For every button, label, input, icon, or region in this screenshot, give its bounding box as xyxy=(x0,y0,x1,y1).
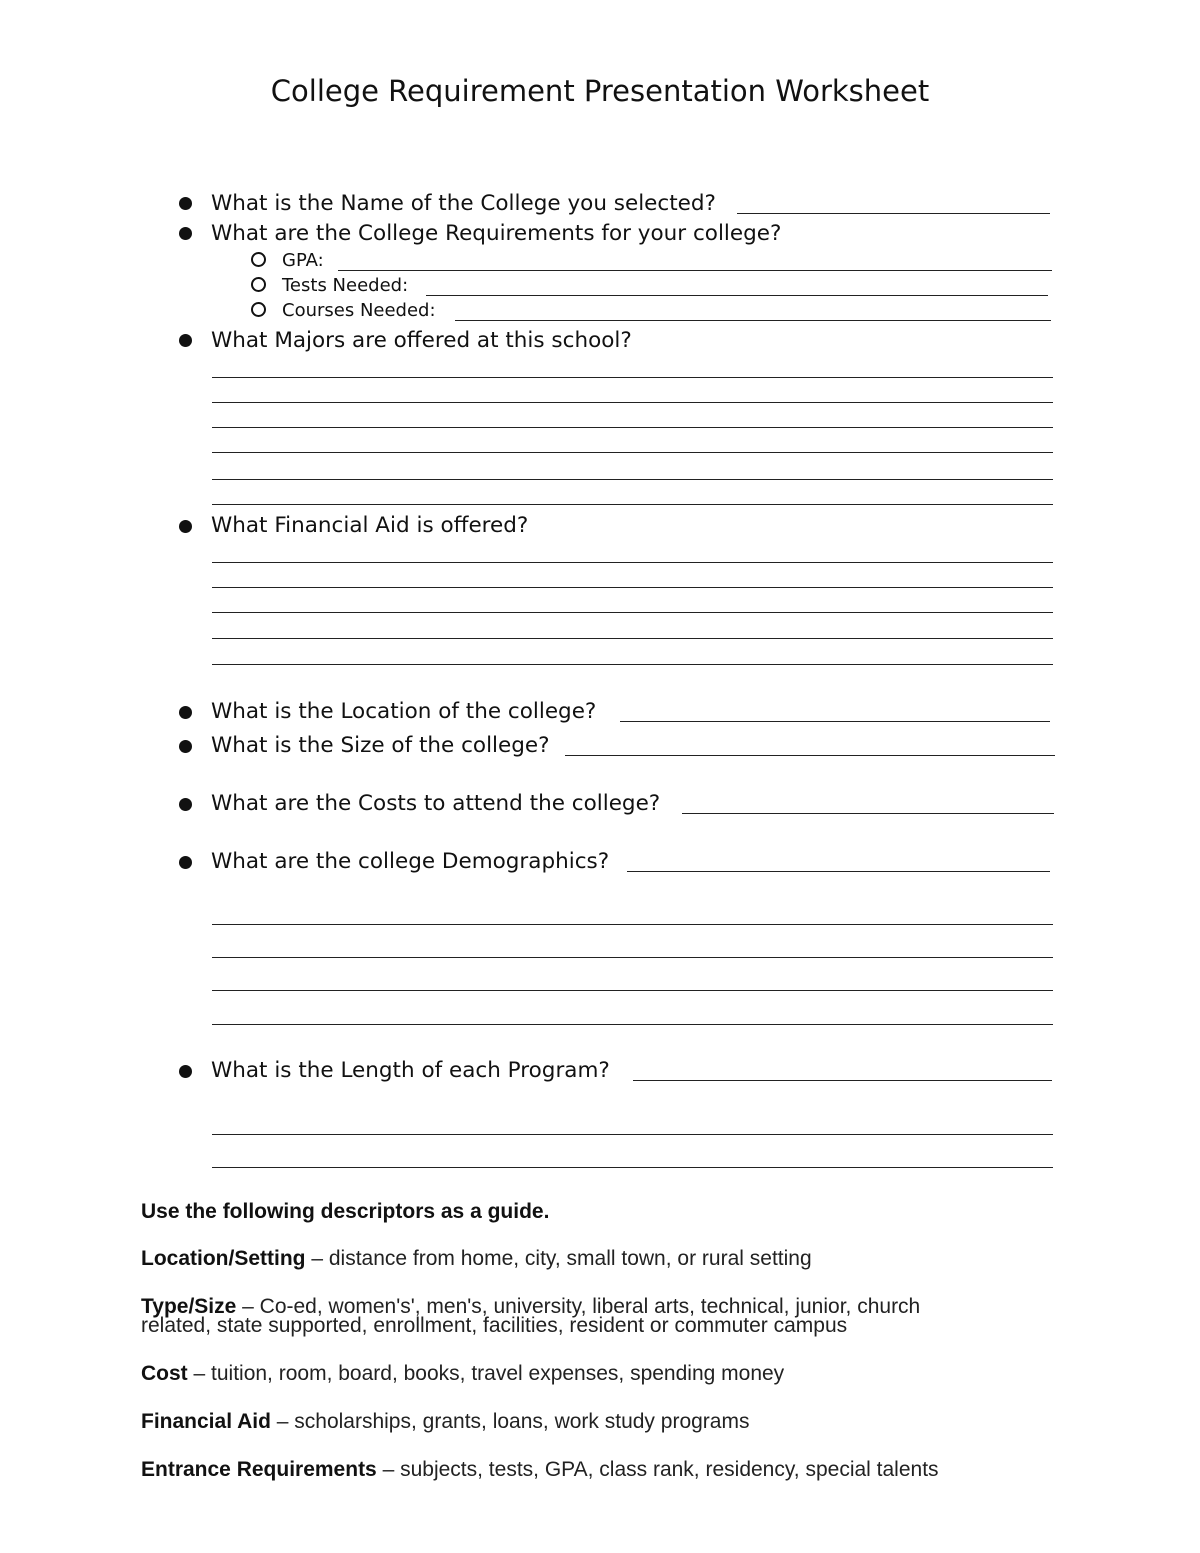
page-title: College Requirement Presentation Worksheet xyxy=(270,74,930,108)
bullet-icon xyxy=(179,227,192,240)
question-majors: What Majors are offered at this school? xyxy=(211,328,632,353)
question-financial-aid: What Financial Aid is offered? xyxy=(211,513,529,538)
guide-item-cost xyxy=(141,1363,784,1384)
answer-line-financial-aid[interactable] xyxy=(212,562,1053,563)
answer-line-majors[interactable] xyxy=(212,504,1053,505)
guide-item-financial-aid xyxy=(141,1411,749,1432)
sub-question-tests: Tests Needed: xyxy=(282,275,409,296)
answer-line-demographics[interactable] xyxy=(212,990,1053,991)
sub-bullet-icon xyxy=(251,252,266,267)
guide-heading: Use the following descriptors as a guide. xyxy=(141,1200,550,1223)
answer-line-majors[interactable] xyxy=(212,377,1053,378)
question-college-requirements: What are the College Requirements for your college? xyxy=(211,221,782,246)
answer-line-financial-aid[interactable] xyxy=(212,612,1053,613)
sub-bullet-icon xyxy=(251,302,266,317)
guide-term: Type/Size xyxy=(141,1295,237,1318)
answer-line-financial-aid[interactable] xyxy=(212,664,1053,665)
answer-line-demographics[interactable] xyxy=(212,957,1053,958)
answer-line-courses[interactable] xyxy=(455,320,1051,321)
sub-question-gpa: GPA: xyxy=(282,250,324,271)
sub-bullet-icon xyxy=(251,277,266,292)
bullet-icon xyxy=(179,520,192,533)
sub-question-courses: Courses Needed: xyxy=(282,300,436,321)
bullet-icon xyxy=(179,197,192,210)
answer-line-program-length[interactable] xyxy=(212,1134,1053,1135)
answer-line-majors[interactable] xyxy=(212,402,1053,403)
answer-line-gpa[interactable] xyxy=(338,270,1052,271)
guide-term: Cost xyxy=(141,1362,188,1385)
question-location: What is the Location of the college? xyxy=(211,699,597,724)
answer-line-majors[interactable] xyxy=(212,427,1053,428)
answer-line-location[interactable] xyxy=(620,721,1050,722)
guide-description: – Co-ed, women's', men's, university, liberal arts, technical, junior, church xyxy=(236,1295,921,1318)
question-size: What is the Size of the college? xyxy=(211,733,550,758)
answer-line-majors[interactable] xyxy=(212,452,1053,453)
guide-term: Entrance Requirements xyxy=(141,1458,377,1481)
guide-term: Location/Setting xyxy=(141,1247,306,1270)
answer-line-demographics[interactable] xyxy=(212,1024,1053,1025)
bullet-icon xyxy=(179,856,192,869)
bullet-icon xyxy=(179,706,192,719)
bullet-icon xyxy=(179,798,192,811)
answer-line-demographics[interactable] xyxy=(212,924,1053,925)
bullet-icon xyxy=(179,334,192,347)
question-costs: What are the Costs to attend the college? xyxy=(211,791,661,816)
guide-description: – scholarships, grants, loans, work study programs xyxy=(270,1410,750,1433)
question-program-length: What is the Length of each Program? xyxy=(211,1058,610,1083)
answer-line-financial-aid[interactable] xyxy=(212,638,1053,639)
question-demographics: What are the college Demographics? xyxy=(211,849,610,874)
answer-line-financial-aid[interactable] xyxy=(212,587,1053,588)
bullet-icon xyxy=(179,1065,192,1078)
guide-item-entrance-requirements xyxy=(141,1459,939,1480)
bullet-icon xyxy=(179,740,192,753)
guide-description: – distance from home, city, small town, or rural setting xyxy=(305,1247,812,1270)
answer-line-demographics[interactable] xyxy=(627,871,1050,872)
answer-line-costs[interactable] xyxy=(682,813,1054,814)
question-college-name: What is the Name of the College you selected? xyxy=(211,191,716,216)
answer-line-college-name[interactable] xyxy=(737,213,1050,214)
answer-line-program-length[interactable] xyxy=(212,1167,1053,1168)
guide-item-type-size-continued: related, state supported, enrollment, facilities, resident or commuter campus xyxy=(141,1314,848,1337)
guide-term: Financial Aid xyxy=(141,1410,271,1433)
answer-line-program-length[interactable] xyxy=(633,1080,1052,1081)
guide-item-location xyxy=(141,1248,812,1269)
guide-description: – tuition, room, board, books, travel expenses, spending money xyxy=(187,1362,785,1385)
answer-line-size[interactable] xyxy=(565,755,1055,756)
guide-description: – subjects, tests, GPA, class rank, residency, special talents xyxy=(376,1458,939,1481)
answer-line-majors[interactable] xyxy=(212,479,1053,480)
answer-line-tests[interactable] xyxy=(426,295,1048,296)
